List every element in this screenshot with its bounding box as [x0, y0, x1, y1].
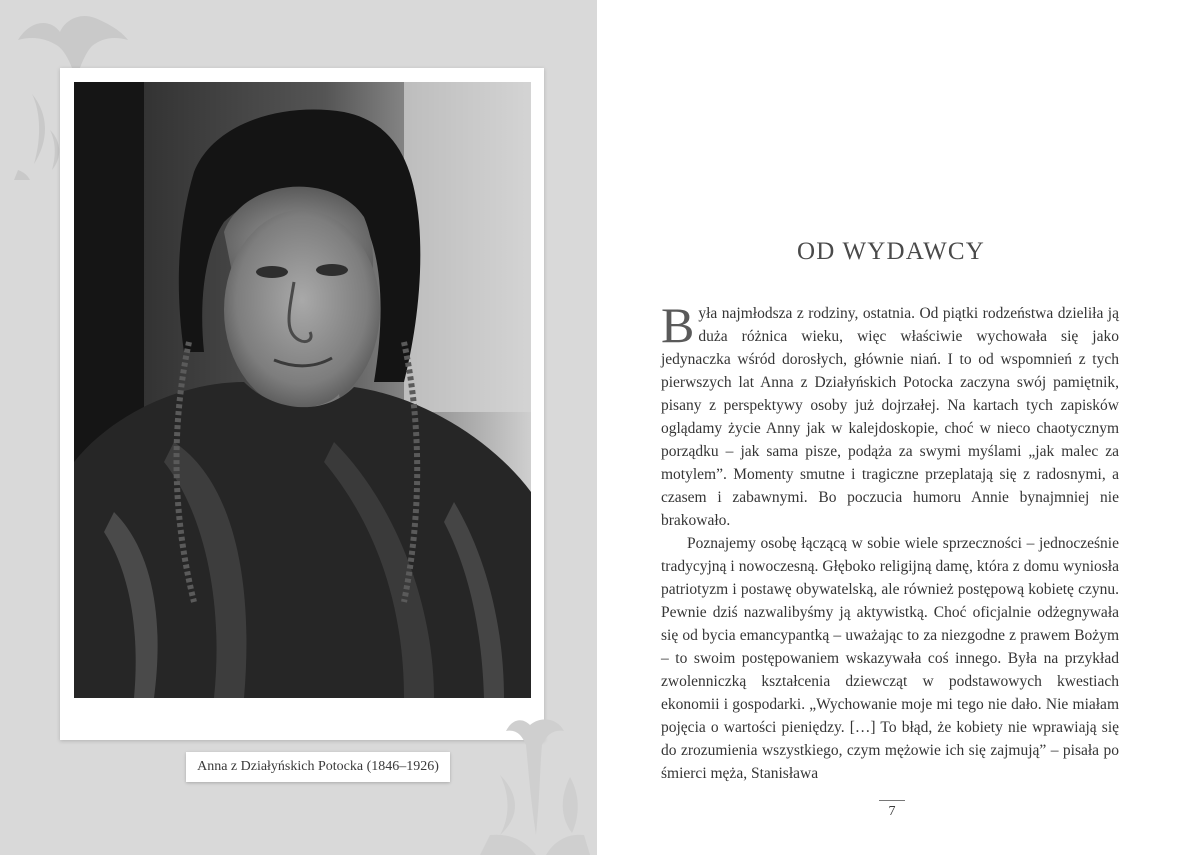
left-page [0, 0, 597, 855]
floral-ornament-icon [480, 705, 590, 855]
photo-frame [60, 68, 544, 740]
body-text [661, 297, 1119, 785]
chapter-heading: OD WYDAWCY [797, 238, 985, 265]
photo-caption: Anna z Działyńskich Potocka (1846–1926) [186, 752, 450, 782]
paragraph-2: Poznajemy osobę łączącą w sobie wiele sprzeczności – jednocześnie tradycyjną i nowoczesną. Głęboko religijną damę, która z domu wyniosła patriotyzm i postawę obywatelską, ale również postępową kobietę czynu. Pewnie dziś nazwalibyśmy ją aktywistką. Choć oficjalnie odżegnywała się od bycia emancypantką – uważając to za niezgodne z prawem Bożym – to swoim postępowaniem wskazywała coś innego. Była na przykład zwolenniczką kształcenia dziewcząt w podstawowych kwestiach ekonomii i gospodarki. „Wychowanie moje mi tego nie dało. Nie miałam pojęcia o wartości pieniędzy. […] To błąd, że kobiety nie wprawiają się do zrozumienia wszystkiego, czym mężowie ich się zajmują” – pisała po śmierci męża, Stanisława [661, 535, 1119, 782]
paragraph-1-text: yła najmłodsza z rodziny, ostatnia. Od piątki rodzeństwa dzieliła ją duża różnica wieku, więc właściwie wychowała się jako jedynaczka wśród dorosłych, głównie niań. I to od wspomnień z tych pierwszych lat Anna z Działyńskich Potocka zaczyna swój pamiętnik, pisany z perspektywy osoby już dojrzałej. Na kartach tych zapisków oglądamy życie Anny jak w kalejdoskopie, choć w nieco chaotycznym porządku – jak sama pisze, podąża za swymi myślami „jak malec za motylem”. Momenty smutne i tragiczne przeplatają się z radosnymi, a czasem i zabawnymi. Bo poczucia humoru Annie bynajmniej nie brakowało. [661, 305, 1119, 529]
drop-cap: B [661, 297, 695, 353]
portrait-photo [74, 82, 531, 698]
paragraph-1 [661, 297, 1119, 532]
page-number: 7 [879, 800, 905, 820]
right-page [597, 0, 1197, 855]
